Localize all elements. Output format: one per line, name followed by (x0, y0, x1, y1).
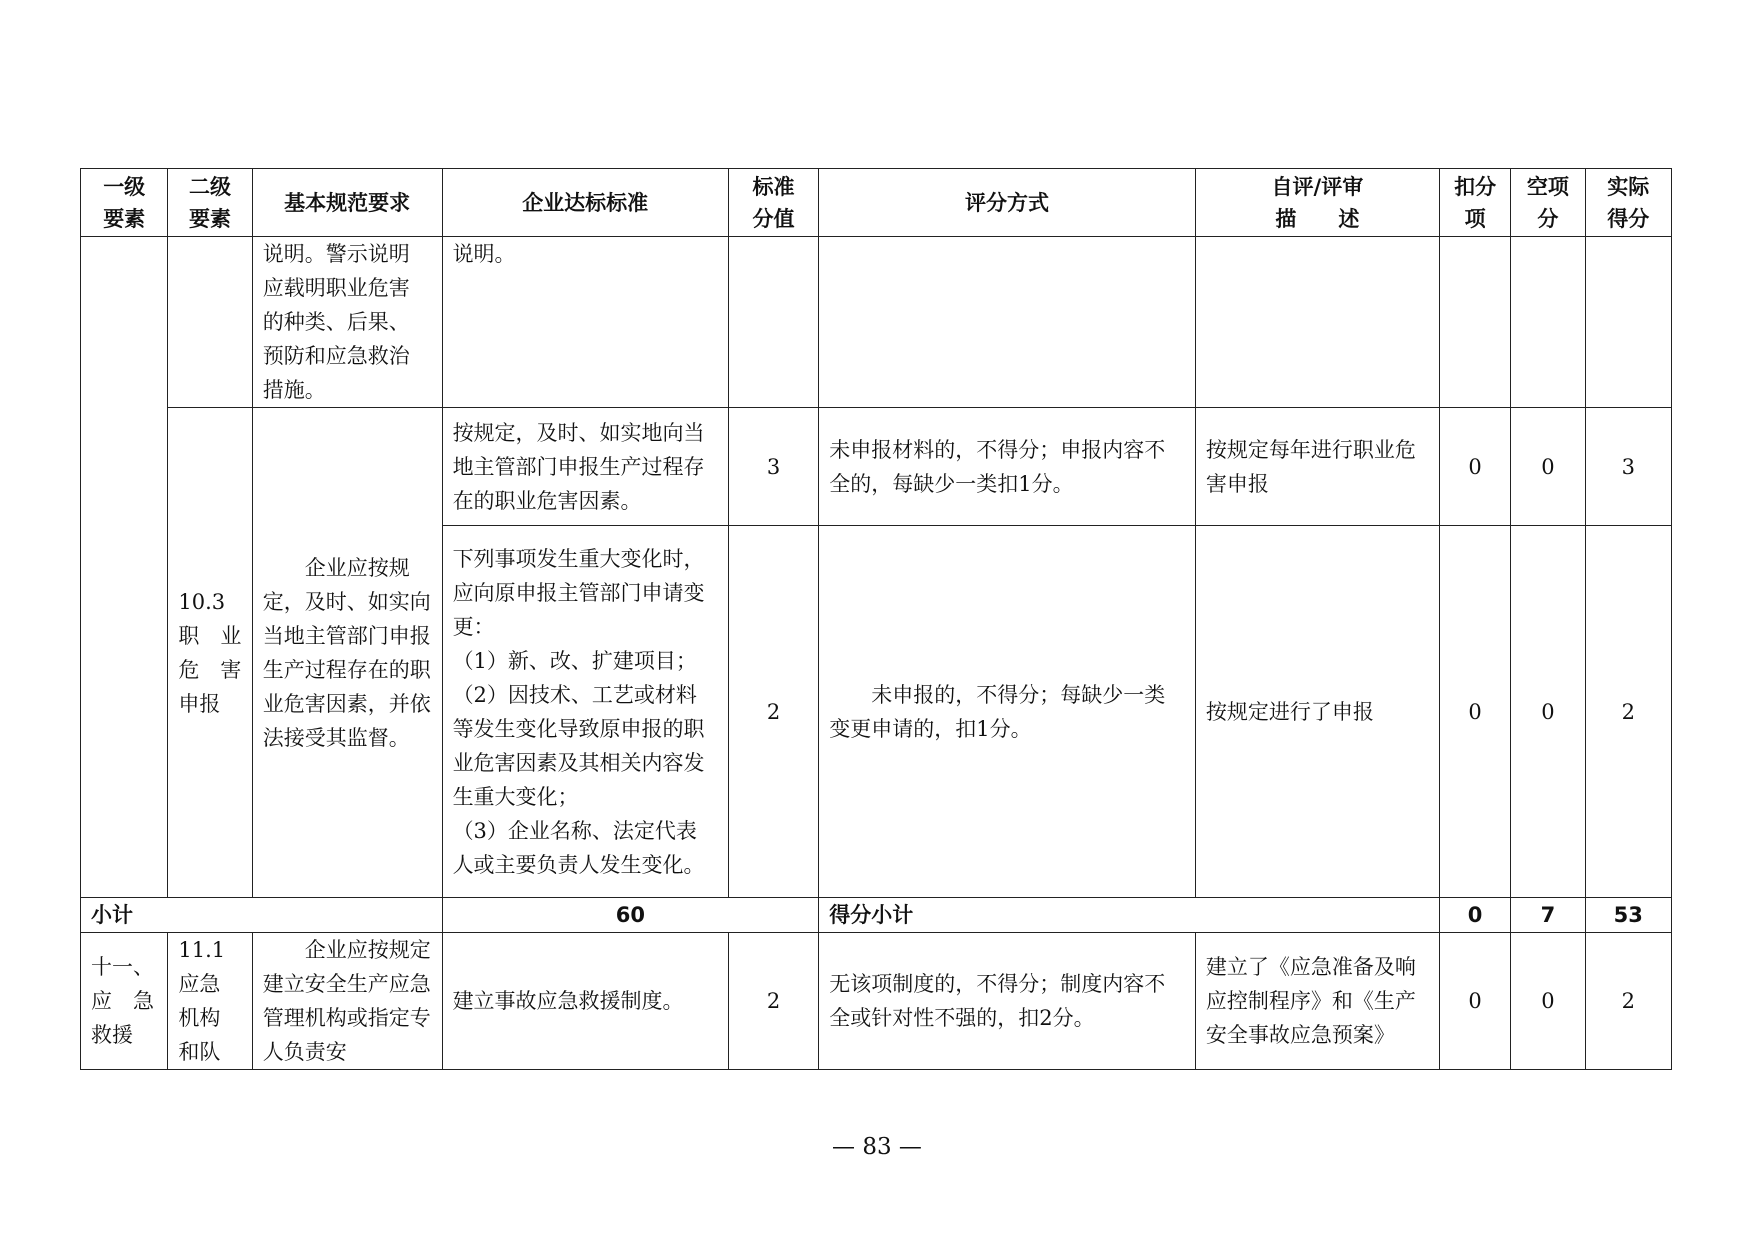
method-cell: 未申报的，不得分；每缺少一类变更申请的，扣1分。 (819, 526, 1196, 898)
subtotal-empty: 7 (1511, 898, 1585, 933)
requirement-cell: 说明。警示说明 应载明职业危害 的种类、后果、 预防和应急救治 措施。 (252, 237, 442, 408)
method-cell: 未申报材料的，不得分；申报内容不全的，每缺少一类扣1分。 (819, 408, 1196, 526)
deduct-cell: 0 (1439, 526, 1510, 898)
header-score: 标准 分值 (728, 169, 818, 237)
header-method: 评分方式 (819, 169, 1196, 237)
table-row (81, 408, 1672, 526)
table-row (81, 237, 1672, 408)
subtotal-label: 小计 (81, 898, 443, 933)
level2-cell: 10.3 职 业 危 害 申报 (168, 408, 252, 898)
empty-cell: 0 (1511, 933, 1585, 1070)
standard-cell: 说明。 (442, 237, 728, 408)
subtotal-actual: 53 (1585, 898, 1671, 933)
header-level1: 一级 要素 (81, 169, 168, 237)
header-deduct: 扣分 项 (1439, 169, 1510, 237)
score-cell: 3 (728, 408, 818, 526)
score-cell: 2 (728, 526, 818, 898)
level1-cell-empty (81, 237, 168, 898)
requirement-cell: 企业应按规定建立安全生产应急管理机构或指定专人负责安 (252, 933, 442, 1070)
header-row (81, 169, 1672, 237)
actual-cell (1585, 237, 1671, 408)
subtotal-deduct: 0 (1439, 898, 1510, 933)
header-description: 自评/评审 描 述 (1195, 169, 1439, 237)
empty-cell (1511, 237, 1585, 408)
score-cell (728, 237, 818, 408)
method-cell: 无该项制度的，不得分；制度内容不全或针对性不强的，扣2分。 (819, 933, 1196, 1070)
level2-cell: 11.1 应急 机构 和队 (168, 933, 252, 1070)
table-row (81, 933, 1672, 1070)
level1-cell: 十一、 应 急 救援 (81, 933, 168, 1070)
requirement-cell: 企业应按规定，及时、如实向当地主管部门申报生产过程存在的职业危害因素，并依法接受其监督。 (252, 408, 442, 898)
header-empty: 空项 分 (1511, 169, 1585, 237)
standard-cell: 下列事项发生重大变化时，应向原申报主管部门申请变更： （1）新、改、扩建项目； （2）因技术、工艺或材料等发生变化导致原申报的职业危害因素及其相关内容发生重大变化； （3）企业名称、法定代表人或主要负责人发生变化。 (442, 526, 728, 898)
subtotal-score-label: 得分小计 (819, 898, 1440, 933)
description-cell (1195, 237, 1439, 408)
actual-cell: 2 (1585, 933, 1671, 1070)
header-standard: 企业达标标准 (442, 169, 728, 237)
subtotal-standard-total: 60 (442, 898, 819, 933)
standard-cell: 建立事故应急救援制度。 (442, 933, 728, 1070)
actual-cell: 2 (1585, 526, 1671, 898)
method-cell (819, 237, 1196, 408)
header-level2: 二级 要素 (168, 169, 252, 237)
level2-cell-empty (168, 237, 252, 408)
actual-cell: 3 (1585, 408, 1671, 526)
description-cell: 按规定进行了申报 (1195, 526, 1439, 898)
score-cell: 2 (728, 933, 818, 1070)
deduct-cell: 0 (1439, 408, 1510, 526)
description-cell: 按规定每年进行职业危害申报 (1195, 408, 1439, 526)
scoring-table (80, 168, 1672, 1070)
deduct-cell (1439, 237, 1510, 408)
deduct-cell: 0 (1439, 933, 1510, 1070)
page-number: — 83 — (832, 1134, 922, 1160)
header-requirement: 基本规范要求 (252, 169, 442, 237)
description-cell: 建立了《应急准备及响应控制程序》和《生产安全事故应急预案》 (1195, 933, 1439, 1070)
standard-cell: 按规定，及时、如实地向当地主管部门申报生产过程存在的职业危害因素。 (442, 408, 728, 526)
header-actual: 实际 得分 (1585, 169, 1671, 237)
empty-cell: 0 (1511, 526, 1585, 898)
subtotal-row (81, 898, 1672, 933)
empty-cell: 0 (1511, 408, 1585, 526)
